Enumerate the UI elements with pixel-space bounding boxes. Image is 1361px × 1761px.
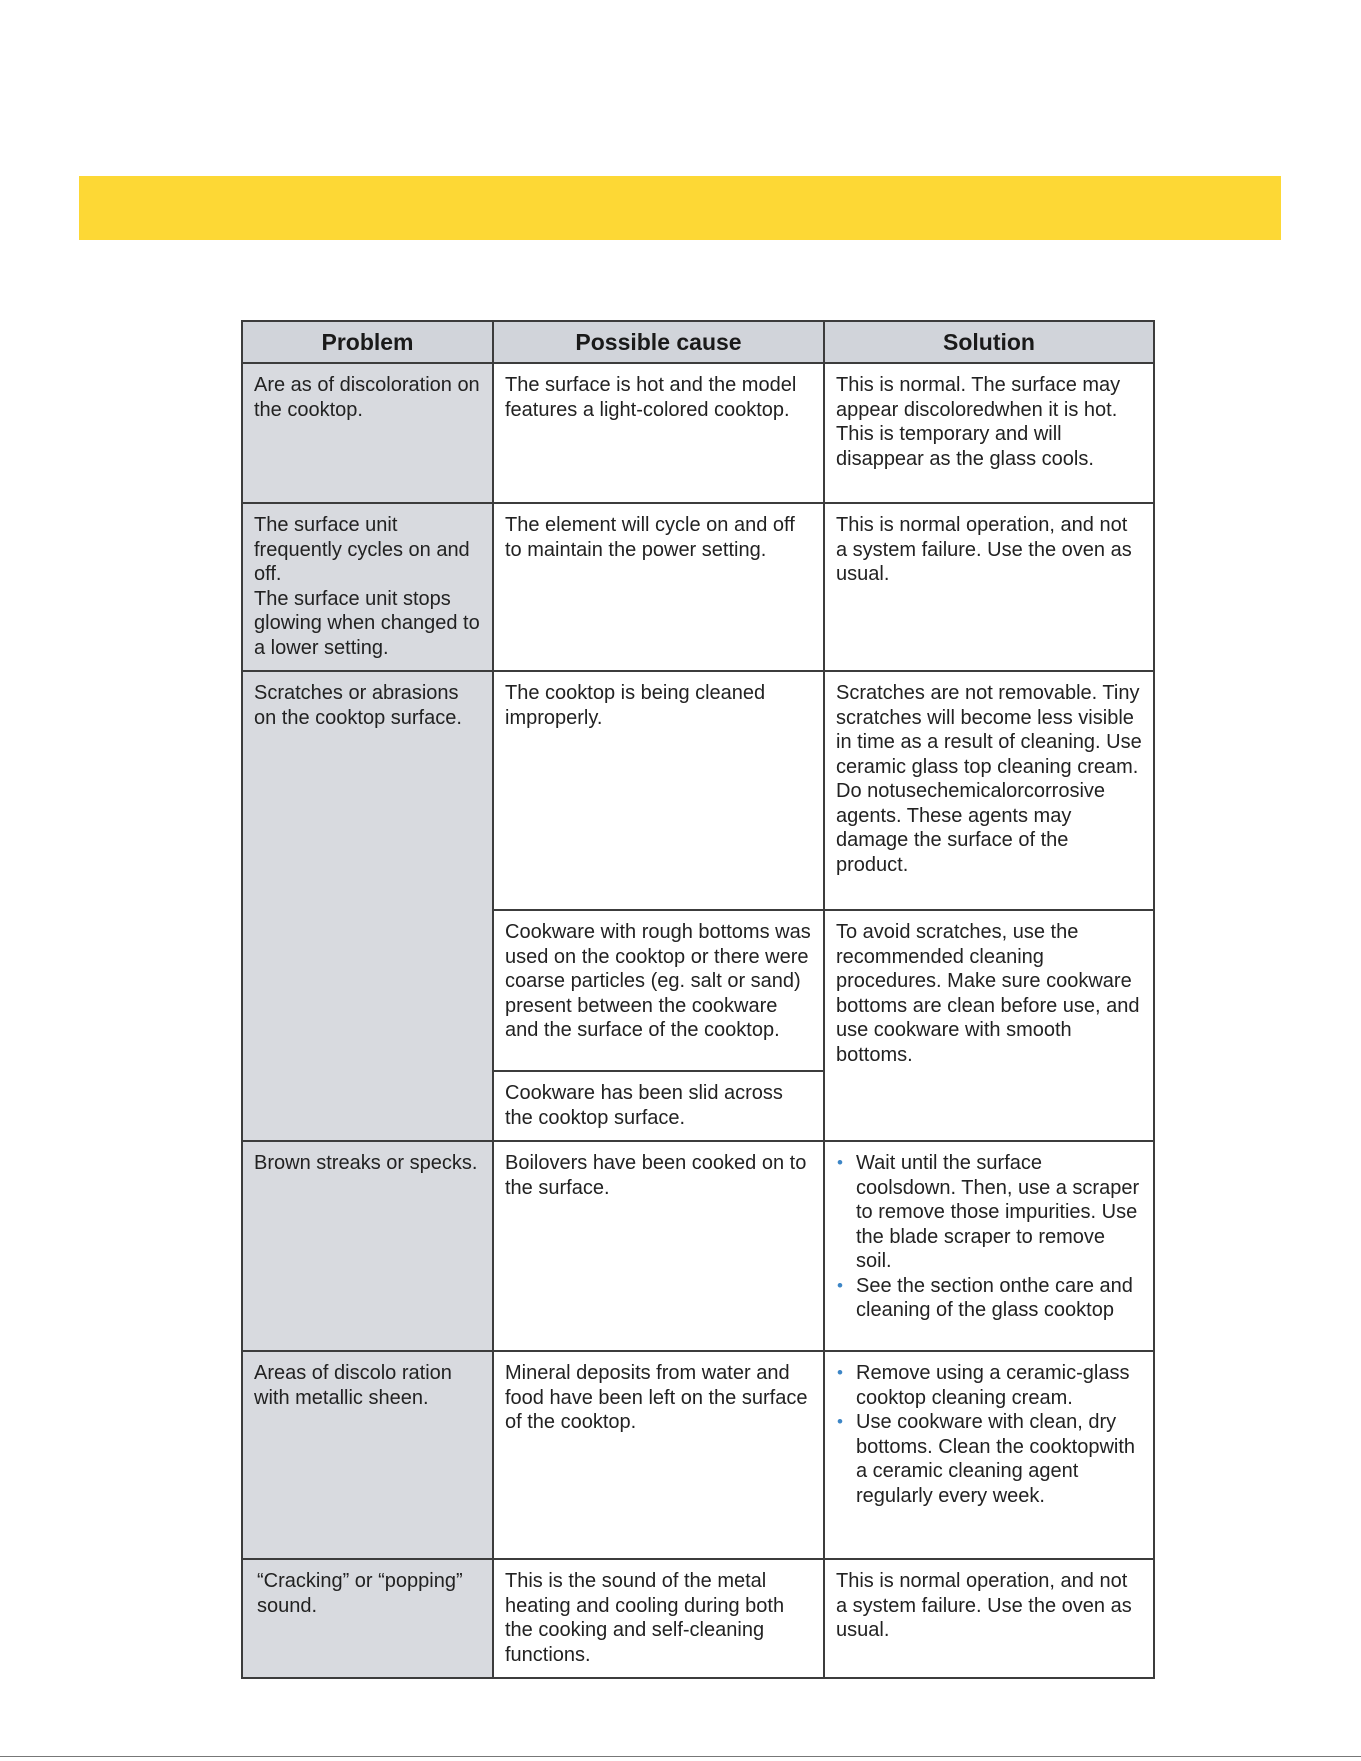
cause-cell: The cooktop is being cleaned improperly.	[493, 671, 824, 910]
cause-cell: The element will cycle on and off to maintain the power setting.	[493, 503, 824, 671]
table-row	[242, 1351, 1154, 1559]
problem-cell: Scratches or abrasions on the cooktop surface.	[242, 671, 493, 1141]
solution-cell: To avoid scratches, use the recommended cleaning procedures. Make sure cookware bottoms are clean before use, and use cookware with smooth bottoms.	[824, 910, 1154, 1141]
cause-cell: This is the sound of the metal heating and cooling during both the cooking and self-cleaning functions.	[493, 1559, 824, 1678]
problem-cell: Are as of discoloration on the cooktop.	[242, 363, 493, 503]
cause-cell: Mineral deposits from water and food have been left on the surface of the cooktop.	[493, 1351, 824, 1559]
cause-cell: Cookware has been slid across the cooktop surface.	[493, 1071, 824, 1141]
cause-cell: Boilovers have been cooked on to the surface.	[493, 1141, 824, 1351]
cause-cell: The surface is hot and the model features a light-colored cooktop.	[493, 363, 824, 503]
header-problem: Problem	[242, 321, 493, 363]
table-row	[242, 503, 1154, 671]
solution-bullet: • Remove using a ceramic-glass cooktop cleaning cream.	[836, 1361, 1143, 1410]
solution-cell: Scratches are not removable. Tiny scratches will become less visible in time as a result of cleaning. Use ceramic glass top cleaning cream. Do notusechemicalorcorrosive agents. These agents may damage the surface of the product.	[824, 671, 1154, 910]
troubleshooting-table	[241, 320, 1155, 1679]
problem-cell: “Cracking” or “popping” sound.	[242, 1559, 493, 1678]
solution-bullet: • See the section onthe care and cleaning of the glass cooktop	[836, 1274, 1143, 1323]
problem-cell: Brown streaks or specks.	[242, 1141, 493, 1351]
solution-cell: This is normal. The surface may appear discoloredwhen it is hot. This is temporary and will disappear as the glass cools.	[824, 363, 1154, 503]
solution-cell	[824, 1141, 1154, 1351]
solution-cell	[824, 1351, 1154, 1559]
page-bottom-rule	[0, 1756, 1361, 1757]
table-row	[242, 1559, 1154, 1678]
solution-bullet: • Use cookware with clean, dry bottoms. Clean the cooktopwith a ceramic cleaning agent regularly every week.	[836, 1410, 1143, 1508]
solution-cell: This is normal operation, and not a system failure. Use the oven as usual.	[824, 503, 1154, 671]
table-row	[242, 1141, 1154, 1351]
table-row	[242, 671, 1154, 910]
problem-cell	[242, 503, 493, 671]
problem-cell: Areas of discolo ration with metallic sheen.	[242, 1351, 493, 1559]
header-solution: Solution	[824, 321, 1154, 363]
problem-line: The surface unit frequently cycles on and off.	[254, 514, 470, 585]
table-row	[242, 363, 1154, 503]
cause-cell: Cookware with rough bottoms was used on the cooktop or there were coarse particles (eg. salt or sand) present between the cookware and the surface of the cooktop.	[493, 910, 824, 1071]
solution-cell: This is normal operation, and not a system failure. Use the oven as usual.	[824, 1559, 1154, 1678]
table-header-row	[242, 321, 1154, 363]
problem-line: The surface unit stops glowing when changed to a lower setting.	[254, 587, 480, 659]
solution-bullet: • Wait until the surface coolsdown. Then, use a scraper to remove those impurities. Use the blade scraper to remove soil.	[836, 1151, 1143, 1274]
solution-list	[836, 1361, 1143, 1508]
section-banner	[79, 176, 1281, 240]
solution-list	[836, 1151, 1143, 1323]
header-possible-cause: Possible cause	[493, 321, 824, 363]
